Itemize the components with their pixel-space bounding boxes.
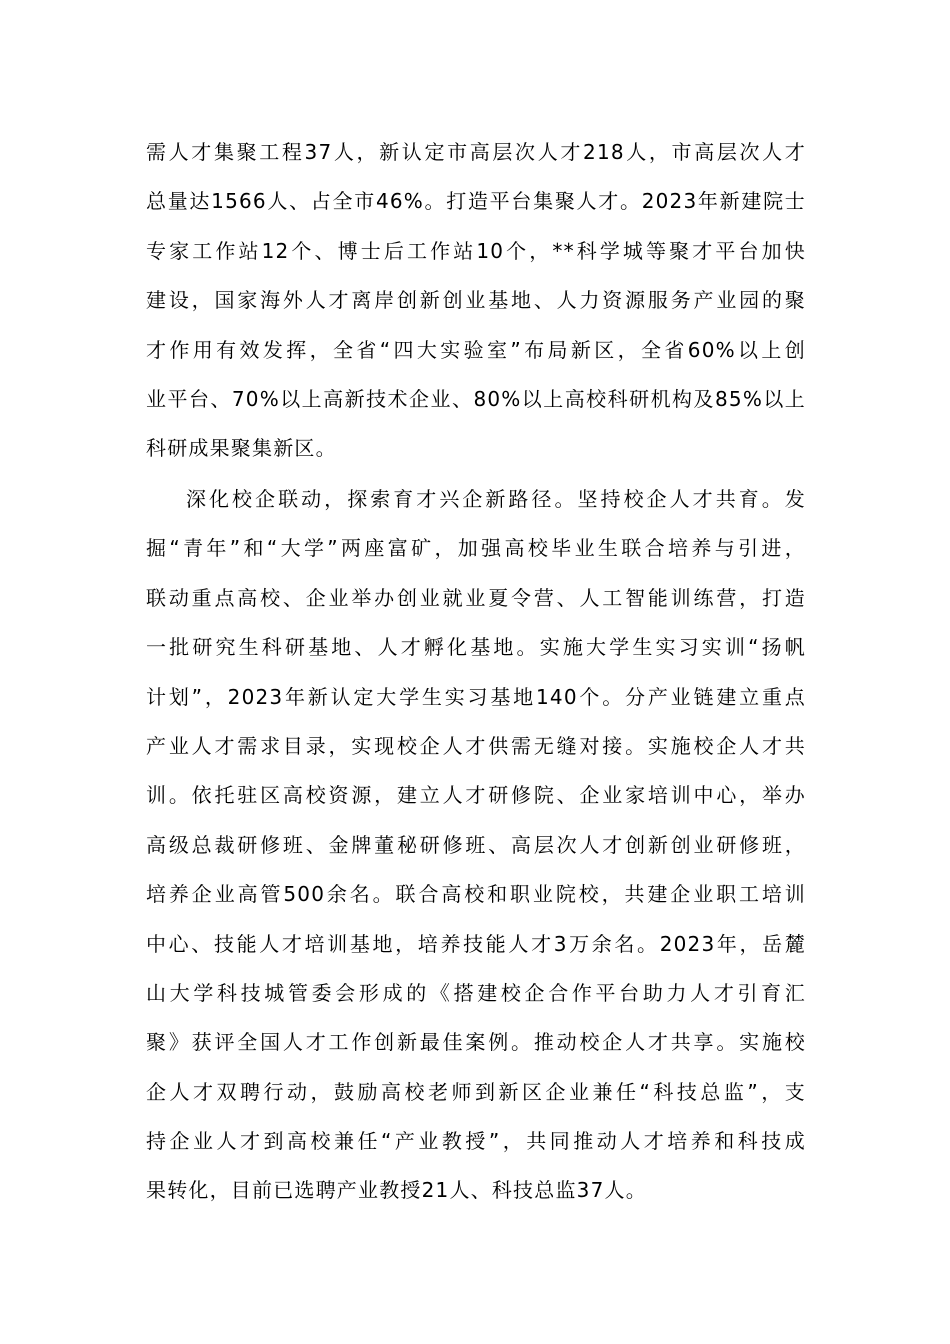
text-line: 果转化，目前已选聘产业教授21人、科技总监37人。 (146, 1178, 647, 1203)
text-line: 计划”，2023年新认定大学生实习基地140个。分产业链建立重点 (146, 684, 806, 709)
text-line: 高级总裁研修班、金牌董秘研修班、高层次人才创新创业研修班， (146, 832, 806, 857)
text-line: 产业人才需求目录，实现校企人才供需无缝对接。实施校企人才共 (146, 733, 806, 758)
text-line: 一批研究生科研基地、人才孵化基地。实施大学生实习实训“扬帆 (146, 635, 806, 660)
text-line: 才作用有效发挥，全省“四大实验室”布局新区，全省60%以上创 (146, 337, 806, 362)
text-line: 中心、技能人才培训基地，培养技能人才3万余名。2023年，岳麓 (146, 931, 806, 956)
text-line: 山大学科技城管委会形成的《搭建校企合作平台助力人才引育汇 (146, 980, 806, 1005)
text-line: 培养企业高管500余名。联合高校和职业院校，共建企业职工培训 (146, 882, 806, 907)
text-line: 业平台、70%以上高新技术企业、80%以上高校科研机构及85%以上 (146, 386, 806, 411)
text-line: 科研成果聚集新区。 (146, 436, 337, 461)
text-line: 建设，国家海外人才离岸创新创业基地、人力资源服务产业园的聚 (146, 288, 806, 313)
text-line: 训。依托驻区高校资源，建立人才研修院、企业家培训中心，举办 (146, 783, 806, 808)
text-line: 掘“青年”和“大学”两座富矿，加强高校毕业生联合培养与引进， (146, 536, 806, 561)
paragraph-talent-platforms (146, 128, 806, 474)
text-line: 总量达1566人、占全市46%。打造平台集聚人才。2023年新建院士 (146, 189, 806, 214)
paragraph-school-enterprise (146, 475, 806, 1216)
text-line: 企人才双聘行动，鼓励高校老师到新区企业兼任“科技总监”，支 (146, 1079, 806, 1104)
text-line: 深化校企联动，探索育才兴企新路径。坚持校企人才共育。发 (186, 487, 806, 511)
text-line: 持企业人才到高校兼任“产业教授”，共同推动人才培养和科技成 (146, 1129, 806, 1154)
text-line: 联动重点高校、企业举办创业就业夏令营、人工智能训练营，打造 (146, 585, 806, 610)
text-line: 专家工作站12个、博士后工作站10个，**科学城等聚才平台加快 (146, 238, 806, 263)
text-line: 需人才集聚工程37人，新认定市高层次人才218人，市高层次人才 (146, 140, 806, 164)
text-line: 聚》获评全国人才工作创新最佳案例。推动校企人才共享。实施校 (146, 1030, 806, 1055)
